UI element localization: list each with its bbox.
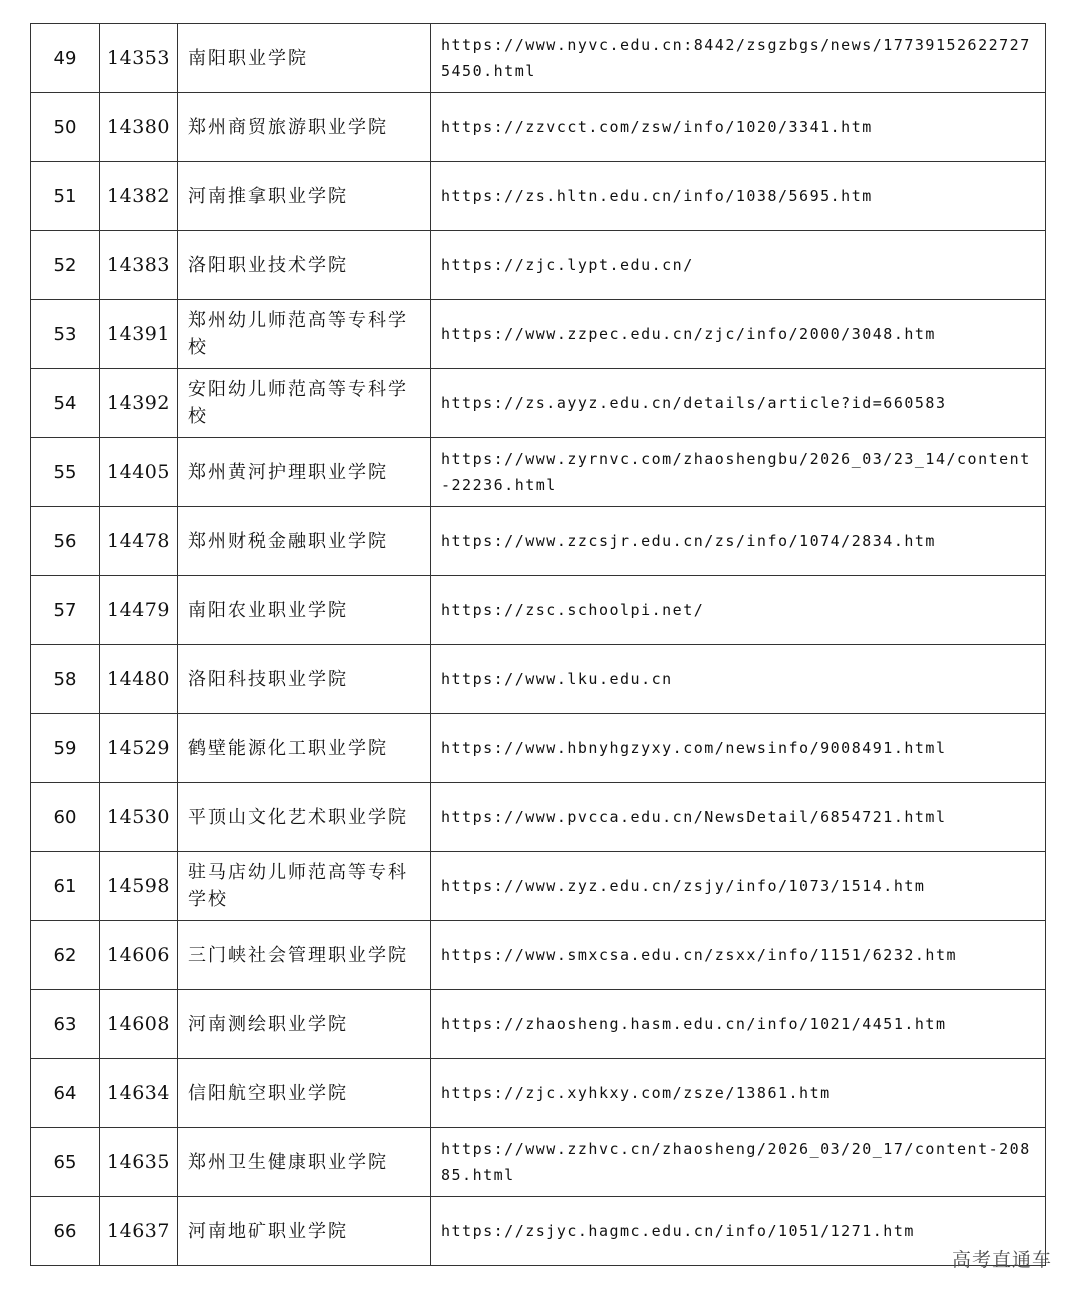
row-number: 57 xyxy=(31,576,100,645)
table-row xyxy=(31,24,1046,93)
school-code: 14598 xyxy=(100,852,178,921)
table-row xyxy=(31,921,1046,990)
row-number: 66 xyxy=(31,1197,100,1266)
school-name: 南阳职业学院 xyxy=(178,24,431,93)
row-number: 65 xyxy=(31,1128,100,1197)
admission-url[interactable]: https://zhaosheng.hasm.edu.cn/info/1021/4451.htm xyxy=(431,990,1046,1059)
admission-url[interactable]: https://www.lku.edu.cn xyxy=(431,645,1046,714)
school-code: 14529 xyxy=(100,714,178,783)
row-number: 60 xyxy=(31,783,100,852)
school-name: 南阳农业职业学院 xyxy=(178,576,431,645)
row-number: 54 xyxy=(31,369,100,438)
table-row xyxy=(31,438,1046,507)
admission-url[interactable]: https://zsjyc.hagmc.edu.cn/info/1051/1271.htm xyxy=(431,1197,1046,1266)
school-code: 14634 xyxy=(100,1059,178,1128)
school-name: 郑州卫生健康职业学院 xyxy=(178,1128,431,1197)
school-name: 驻马店幼儿师范高等专科学校 xyxy=(178,852,431,921)
admission-url[interactable]: https://zsc.schoolpi.net/ xyxy=(431,576,1046,645)
school-name: 三门峡社会管理职业学院 xyxy=(178,921,431,990)
school-name: 信阳航空职业学院 xyxy=(178,1059,431,1128)
table-row xyxy=(31,1197,1046,1266)
row-number: 58 xyxy=(31,645,100,714)
school-name: 洛阳科技职业学院 xyxy=(178,645,431,714)
table-row xyxy=(31,645,1046,714)
school-name: 河南测绘职业学院 xyxy=(178,990,431,1059)
admission-url[interactable]: https://www.zzpec.edu.cn/zjc/info/2000/3048.htm xyxy=(431,300,1046,369)
admission-url[interactable]: https://www.nyvc.edu.cn:8442/zsgzbgs/news/177391526227275450.html xyxy=(431,24,1046,93)
admission-url[interactable]: https://zjc.xyhkxy.com/zsze/13861.htm xyxy=(431,1059,1046,1128)
school-code: 14635 xyxy=(100,1128,178,1197)
row-number: 63 xyxy=(31,990,100,1059)
school-code: 14606 xyxy=(100,921,178,990)
school-code: 14380 xyxy=(100,93,178,162)
admission-url[interactable]: https://www.zzcsjr.edu.cn/zs/info/1074/2834.htm xyxy=(431,507,1046,576)
school-name: 郑州黄河护理职业学院 xyxy=(178,438,431,507)
row-number: 59 xyxy=(31,714,100,783)
admission-url[interactable]: https://www.zyz.edu.cn/zsjy/info/1073/1514.htm xyxy=(431,852,1046,921)
table-row xyxy=(31,231,1046,300)
school-code: 14478 xyxy=(100,507,178,576)
table-row xyxy=(31,93,1046,162)
school-name: 郑州商贸旅游职业学院 xyxy=(178,93,431,162)
watermark: 高考直通车 xyxy=(951,1249,1052,1271)
table-row xyxy=(31,300,1046,369)
school-name: 鹤壁能源化工职业学院 xyxy=(178,714,431,783)
school-code: 14530 xyxy=(100,783,178,852)
row-number: 51 xyxy=(31,162,100,231)
table-row xyxy=(31,990,1046,1059)
school-name: 郑州财税金融职业学院 xyxy=(178,507,431,576)
school-code: 14391 xyxy=(100,300,178,369)
table-row xyxy=(31,1128,1046,1197)
row-number: 52 xyxy=(31,231,100,300)
row-number: 55 xyxy=(31,438,100,507)
school-name: 河南地矿职业学院 xyxy=(178,1197,431,1266)
admission-url[interactable]: https://www.hbnyhgzyxy.com/newsinfo/9008491.html xyxy=(431,714,1046,783)
table-row xyxy=(31,576,1046,645)
school-name: 洛阳职业技术学院 xyxy=(178,231,431,300)
table-row xyxy=(31,1059,1046,1128)
school-code: 14353 xyxy=(100,24,178,93)
school-code: 14608 xyxy=(100,990,178,1059)
table-row xyxy=(31,507,1046,576)
school-code: 14480 xyxy=(100,645,178,714)
school-code: 14405 xyxy=(100,438,178,507)
table-row xyxy=(31,852,1046,921)
row-number: 53 xyxy=(31,300,100,369)
admission-url[interactable]: https://zs.ayyz.edu.cn/details/article?id=660583 xyxy=(431,369,1046,438)
admission-url[interactable]: https://www.zzhvc.cn/zhaosheng/2026_03/20_17/content-20885.html xyxy=(431,1128,1046,1197)
row-number: 50 xyxy=(31,93,100,162)
row-number: 56 xyxy=(31,507,100,576)
admission-url[interactable]: https://zzvcct.com/zsw/info/1020/3341.htm xyxy=(431,93,1046,162)
row-number: 64 xyxy=(31,1059,100,1128)
admission-url[interactable]: https://zjc.lypt.edu.cn/ xyxy=(431,231,1046,300)
school-code: 14392 xyxy=(100,369,178,438)
admission-url[interactable]: https://zs.hltn.edu.cn/info/1038/5695.htm xyxy=(431,162,1046,231)
school-code: 14637 xyxy=(100,1197,178,1266)
school-name: 郑州幼儿师范高等专科学校 xyxy=(178,300,431,369)
admission-url[interactable]: https://www.pvcca.edu.cn/NewsDetail/6854721.html xyxy=(431,783,1046,852)
school-name: 安阳幼儿师范高等专科学校 xyxy=(178,369,431,438)
admission-url[interactable]: https://www.smxcsa.edu.cn/zsxx/info/1151/6232.htm xyxy=(431,921,1046,990)
school-table xyxy=(30,23,1046,1266)
row-number: 49 xyxy=(31,24,100,93)
school-name: 平顶山文化艺术职业学院 xyxy=(178,783,431,852)
admission-url[interactable]: https://www.zyrnvc.com/zhaoshengbu/2026_03/23_14/content-22236.html xyxy=(431,438,1046,507)
school-name: 河南推拿职业学院 xyxy=(178,162,431,231)
row-number: 61 xyxy=(31,852,100,921)
school-code: 14383 xyxy=(100,231,178,300)
school-code: 14479 xyxy=(100,576,178,645)
table-row xyxy=(31,369,1046,438)
table-row xyxy=(31,714,1046,783)
school-code: 14382 xyxy=(100,162,178,231)
row-number: 62 xyxy=(31,921,100,990)
table-row xyxy=(31,162,1046,231)
table-row xyxy=(31,783,1046,852)
